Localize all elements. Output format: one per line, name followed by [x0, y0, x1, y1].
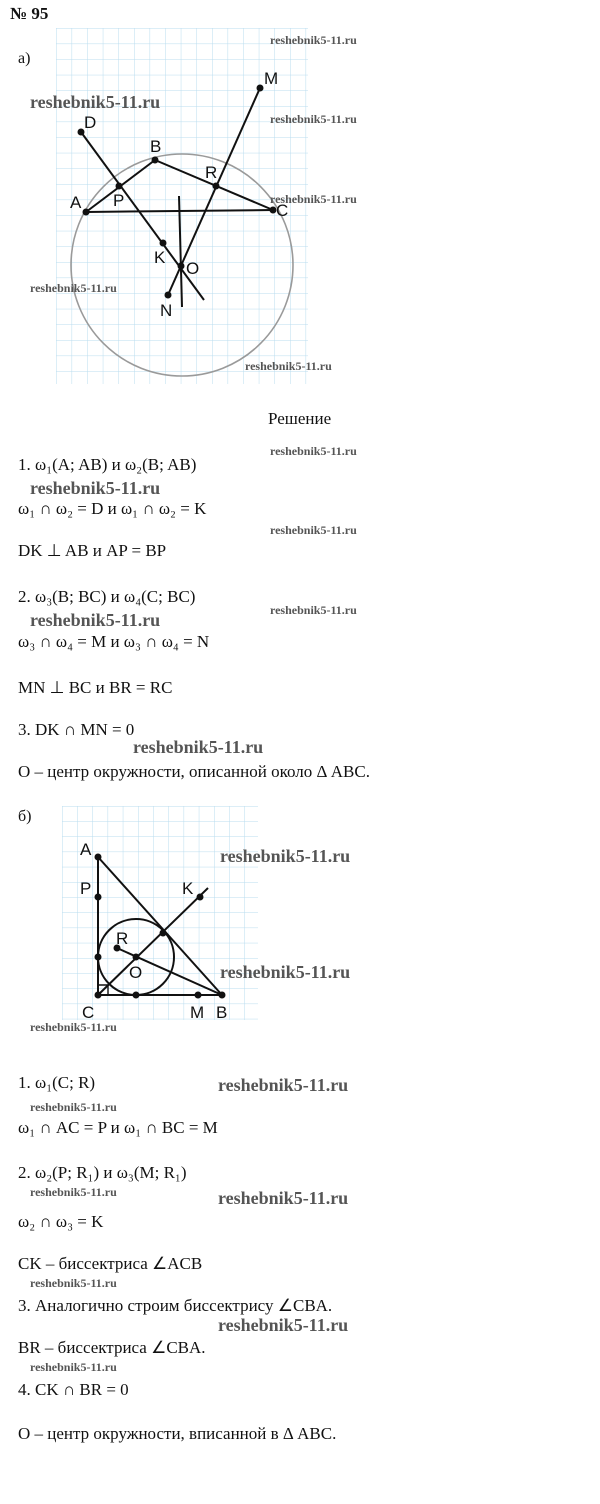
label-c: C: [276, 201, 289, 220]
step-a-3: DK ⊥ AB и AP = BP: [18, 541, 167, 560]
point-n: [165, 292, 172, 299]
watermark: reshebnik5-11.ru: [270, 603, 357, 617]
step-b-3: 2. ω₂(P; R₁) и ω₃(M; R₁): [18, 1163, 187, 1182]
watermark: reshebnik5-11.ru: [30, 92, 161, 112]
point-tangent: [133, 992, 140, 999]
point-b: [152, 157, 159, 164]
point-p: [116, 183, 123, 190]
label-b: B: [150, 137, 162, 156]
point-a: [95, 854, 102, 861]
watermark: reshebnik5-11.ru: [270, 523, 357, 537]
solution-heading: Решение: [268, 409, 332, 428]
step-b-5: CK – биссектриса ∠ACB: [18, 1254, 203, 1273]
point-m: [257, 85, 264, 92]
step-b-1: 1. ω₁(C; R): [18, 1073, 96, 1092]
label-m: M: [264, 69, 279, 88]
point-tangent: [160, 930, 167, 937]
label-k: K: [182, 879, 194, 898]
watermark: reshebnik5-11.ru: [270, 444, 357, 458]
step-b-8: 4. CK ∩ BR = 0: [18, 1380, 129, 1399]
step-b-4: ω₂ ∩ ω₃ = K: [18, 1212, 104, 1231]
step-a-2: ω₁ ∩ ω₂ = D и ω₁ ∩ ω₂ = K: [18, 499, 207, 518]
watermark: reshebnik5-11.ru: [30, 610, 161, 630]
watermark: reshebnik5-11.ru: [30, 1360, 117, 1374]
step-a-1: 1. ω₁(A; AB) и ω₂(B; AB): [18, 455, 197, 474]
point-k: [197, 894, 204, 901]
point-a: [83, 209, 90, 216]
label-d: D: [84, 113, 97, 132]
point-tangent: [95, 954, 102, 961]
watermark: reshebnik5-11.ru: [30, 1020, 117, 1034]
part-a-label: а): [18, 50, 31, 67]
label-r: R: [205, 163, 218, 182]
figure-b: [0, 800, 600, 1030]
watermark: reshebnik5-11.ru: [220, 962, 351, 982]
label-r: R: [116, 929, 129, 948]
step-b-2: ω₁ ∩ AC = P и ω₁ ∩ BC = M: [18, 1118, 218, 1137]
label-n: N: [160, 301, 173, 320]
point-c: [95, 992, 102, 999]
step-b-6: 3. Аналогично строим биссектрису ∠CBA.: [18, 1296, 333, 1315]
point-m: [195, 992, 202, 999]
watermark: reshebnik5-11.ru: [245, 359, 332, 373]
watermark: reshebnik5-11.ru: [30, 1185, 117, 1199]
watermark: reshebnik5-11.ru: [218, 1075, 349, 1095]
label-p: P: [113, 191, 125, 210]
watermark: reshebnik5-11.ru: [30, 281, 117, 295]
label-b: B: [216, 1003, 228, 1022]
watermark: reshebnik5-11.ru: [133, 737, 264, 757]
point-b: [219, 992, 226, 999]
label-o: O: [186, 259, 200, 278]
point-p: [95, 894, 102, 901]
watermark: reshebnik5-11.ru: [218, 1188, 349, 1208]
watermark: reshebnik5-11.ru: [30, 1100, 117, 1114]
label-p: P: [80, 879, 92, 898]
point-r: [213, 183, 220, 190]
step-a-8: O – центр окружности, описанной около Δ ABC.: [18, 762, 370, 781]
label-c: C: [82, 1003, 95, 1022]
label-a: A: [70, 193, 82, 212]
label-a: A: [80, 840, 92, 859]
step-a-5: ω₃ ∩ ω₄ = M и ω₃ ∩ ω₄ = N: [18, 632, 210, 651]
watermark: reshebnik5-11.ru: [30, 1276, 117, 1290]
watermark: reshebnik5-11.ru: [270, 33, 357, 47]
label-m: M: [190, 1003, 205, 1022]
watermark: reshebnik5-11.ru: [220, 846, 351, 866]
problem-number: № 95: [10, 4, 49, 23]
watermark: reshebnik5-11.ru: [270, 112, 357, 126]
watermark: reshebnik5-11.ru: [270, 192, 357, 206]
step-a-7: 3. DK ∩ MN = 0: [18, 720, 135, 739]
label-k: K: [154, 248, 166, 267]
point-o: [178, 263, 185, 270]
watermark: reshebnik5-11.ru: [30, 478, 161, 498]
watermark: reshebnik5-11.ru: [218, 1315, 349, 1335]
point-o: [133, 954, 140, 961]
label-o: O: [129, 963, 143, 982]
point-k: [160, 240, 167, 247]
step-a-4: 2. ω₃(B; BC) и ω₄(C; BC): [18, 587, 196, 606]
part-b-label: б): [18, 808, 32, 825]
grid-b: [62, 806, 258, 1020]
step-b-7: BR – биссектриса ∠CBA.: [18, 1338, 206, 1357]
step-b-9: O – центр окружности, вписанной в Δ ABC.: [18, 1424, 337, 1443]
step-a-6: MN ⊥ BC и BR = RC: [18, 678, 173, 697]
